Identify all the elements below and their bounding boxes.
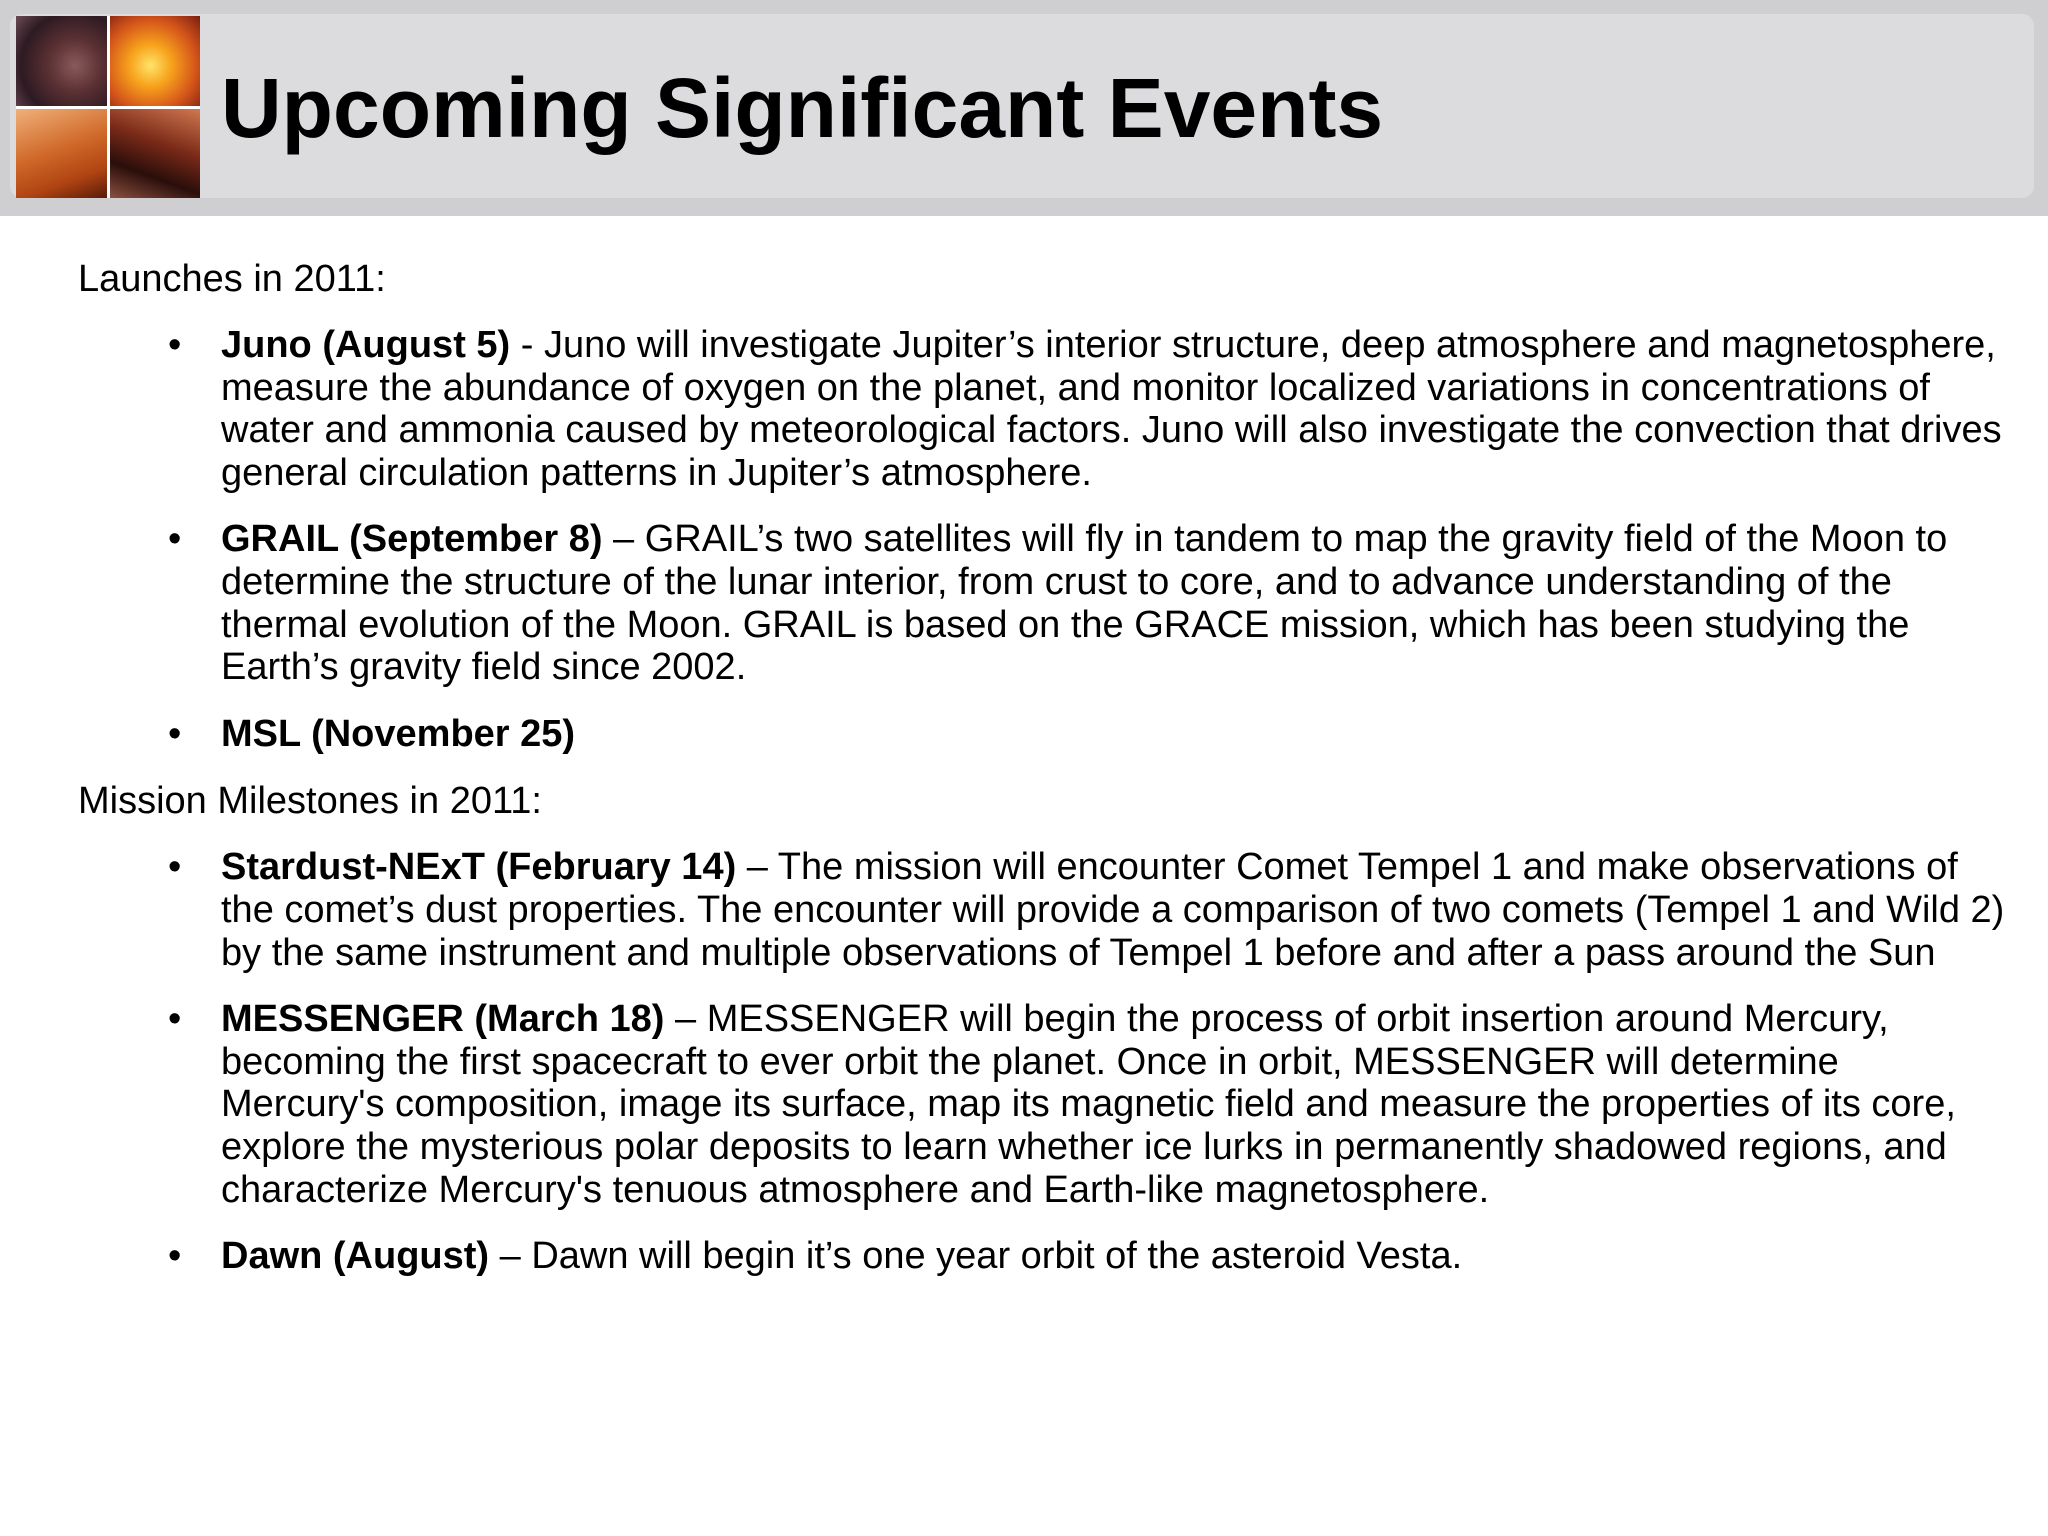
bullet-icon: • [168, 518, 182, 561]
bullet-title: Dawn (August) [221, 1235, 490, 1278]
logo-tile-sun [110, 16, 201, 106]
list-item-dawn [78, 1235, 2008, 1278]
list-item-messenger [78, 998, 2008, 1211]
bullet-icon: • [168, 712, 182, 755]
list-item-grail [78, 518, 2008, 688]
bullet-text: – GRAIL’s two satellites will fly in tandem to map the gravity field of the Moon to determine the structure of the lunar interior, from crust to core, and to advance understanding of the thermal evolution of the Moon. GRAIL is based on the GRACE mission, which has been studying the Earth’s gravity field since 2002. [221, 518, 1948, 689]
bullet-text: – MESSENGER will begin the process of orbit insertion around Mercury, becoming the first spacecraft to ever orbit the planet. Once in orbit, MESSENGER will determine Mercury's composition, image its surface, map its magnetic field and measure the properties of its core, explore the mysterious polar deposits to learn whether ice lurks in permanently shadowed regions, and characterize Mercury's tenuous atmosphere and Earth-like magnetosphere. [221, 998, 1956, 1211]
slide-content [78, 257, 2008, 1302]
logo-tile-crater [110, 109, 201, 199]
page-title: Upcoming Significant Events [221, 61, 1384, 155]
bullet-title: MSL (November 25) [221, 712, 576, 755]
bullet-text: - Juno will investigate Jupiter’s interior structure, deep atmosphere and magnetosphere, measure the abundance of oxygen on the planet, and monitor localized variations in concentrations of water and ammonia caused by meteorological factors. Juno will also investigate the convection that drives general circulation patterns in Jupiter’s atmosphere. [221, 324, 2002, 494]
list-item-msl [78, 713, 2008, 756]
launches-list [78, 324, 2008, 755]
mission-logo-image [16, 16, 200, 198]
list-item-stardust [78, 846, 2008, 974]
bullet-title: MESSENGER (March 18) [221, 998, 665, 1041]
bullet-icon: • [168, 1235, 182, 1278]
bullet-icon: • [168, 846, 182, 889]
bullet-title: Stardust-NExT (February 14) [221, 846, 737, 889]
milestones-list [78, 846, 2008, 1277]
bullet-icon: • [168, 998, 182, 1041]
list-item-juno [78, 324, 2008, 494]
logo-tile-comet [16, 16, 107, 106]
milestones-heading: Mission Milestones in 2011: [78, 780, 542, 823]
bullet-icon: • [168, 324, 182, 366]
bullet-title: Juno (August 5) [221, 324, 511, 366]
bullet-text: – Dawn will begin it’s one year orbit of the asteroid Vesta. [489, 1235, 1463, 1278]
launches-heading: Launches in 2011: [78, 258, 386, 300]
bullet-text: – The mission will encounter Comet Tempel 1 and make observations of the comet’s dust properties. The encounter will provide a comparison of two comets (Tempel 1 and Wild 2) by the same instrument and multiple observations of Tempel 1 before and after a pass around the Sun [221, 846, 2005, 974]
bullet-title: GRAIL (September 8) [221, 518, 603, 561]
logo-tile-planet-surface [16, 109, 107, 199]
